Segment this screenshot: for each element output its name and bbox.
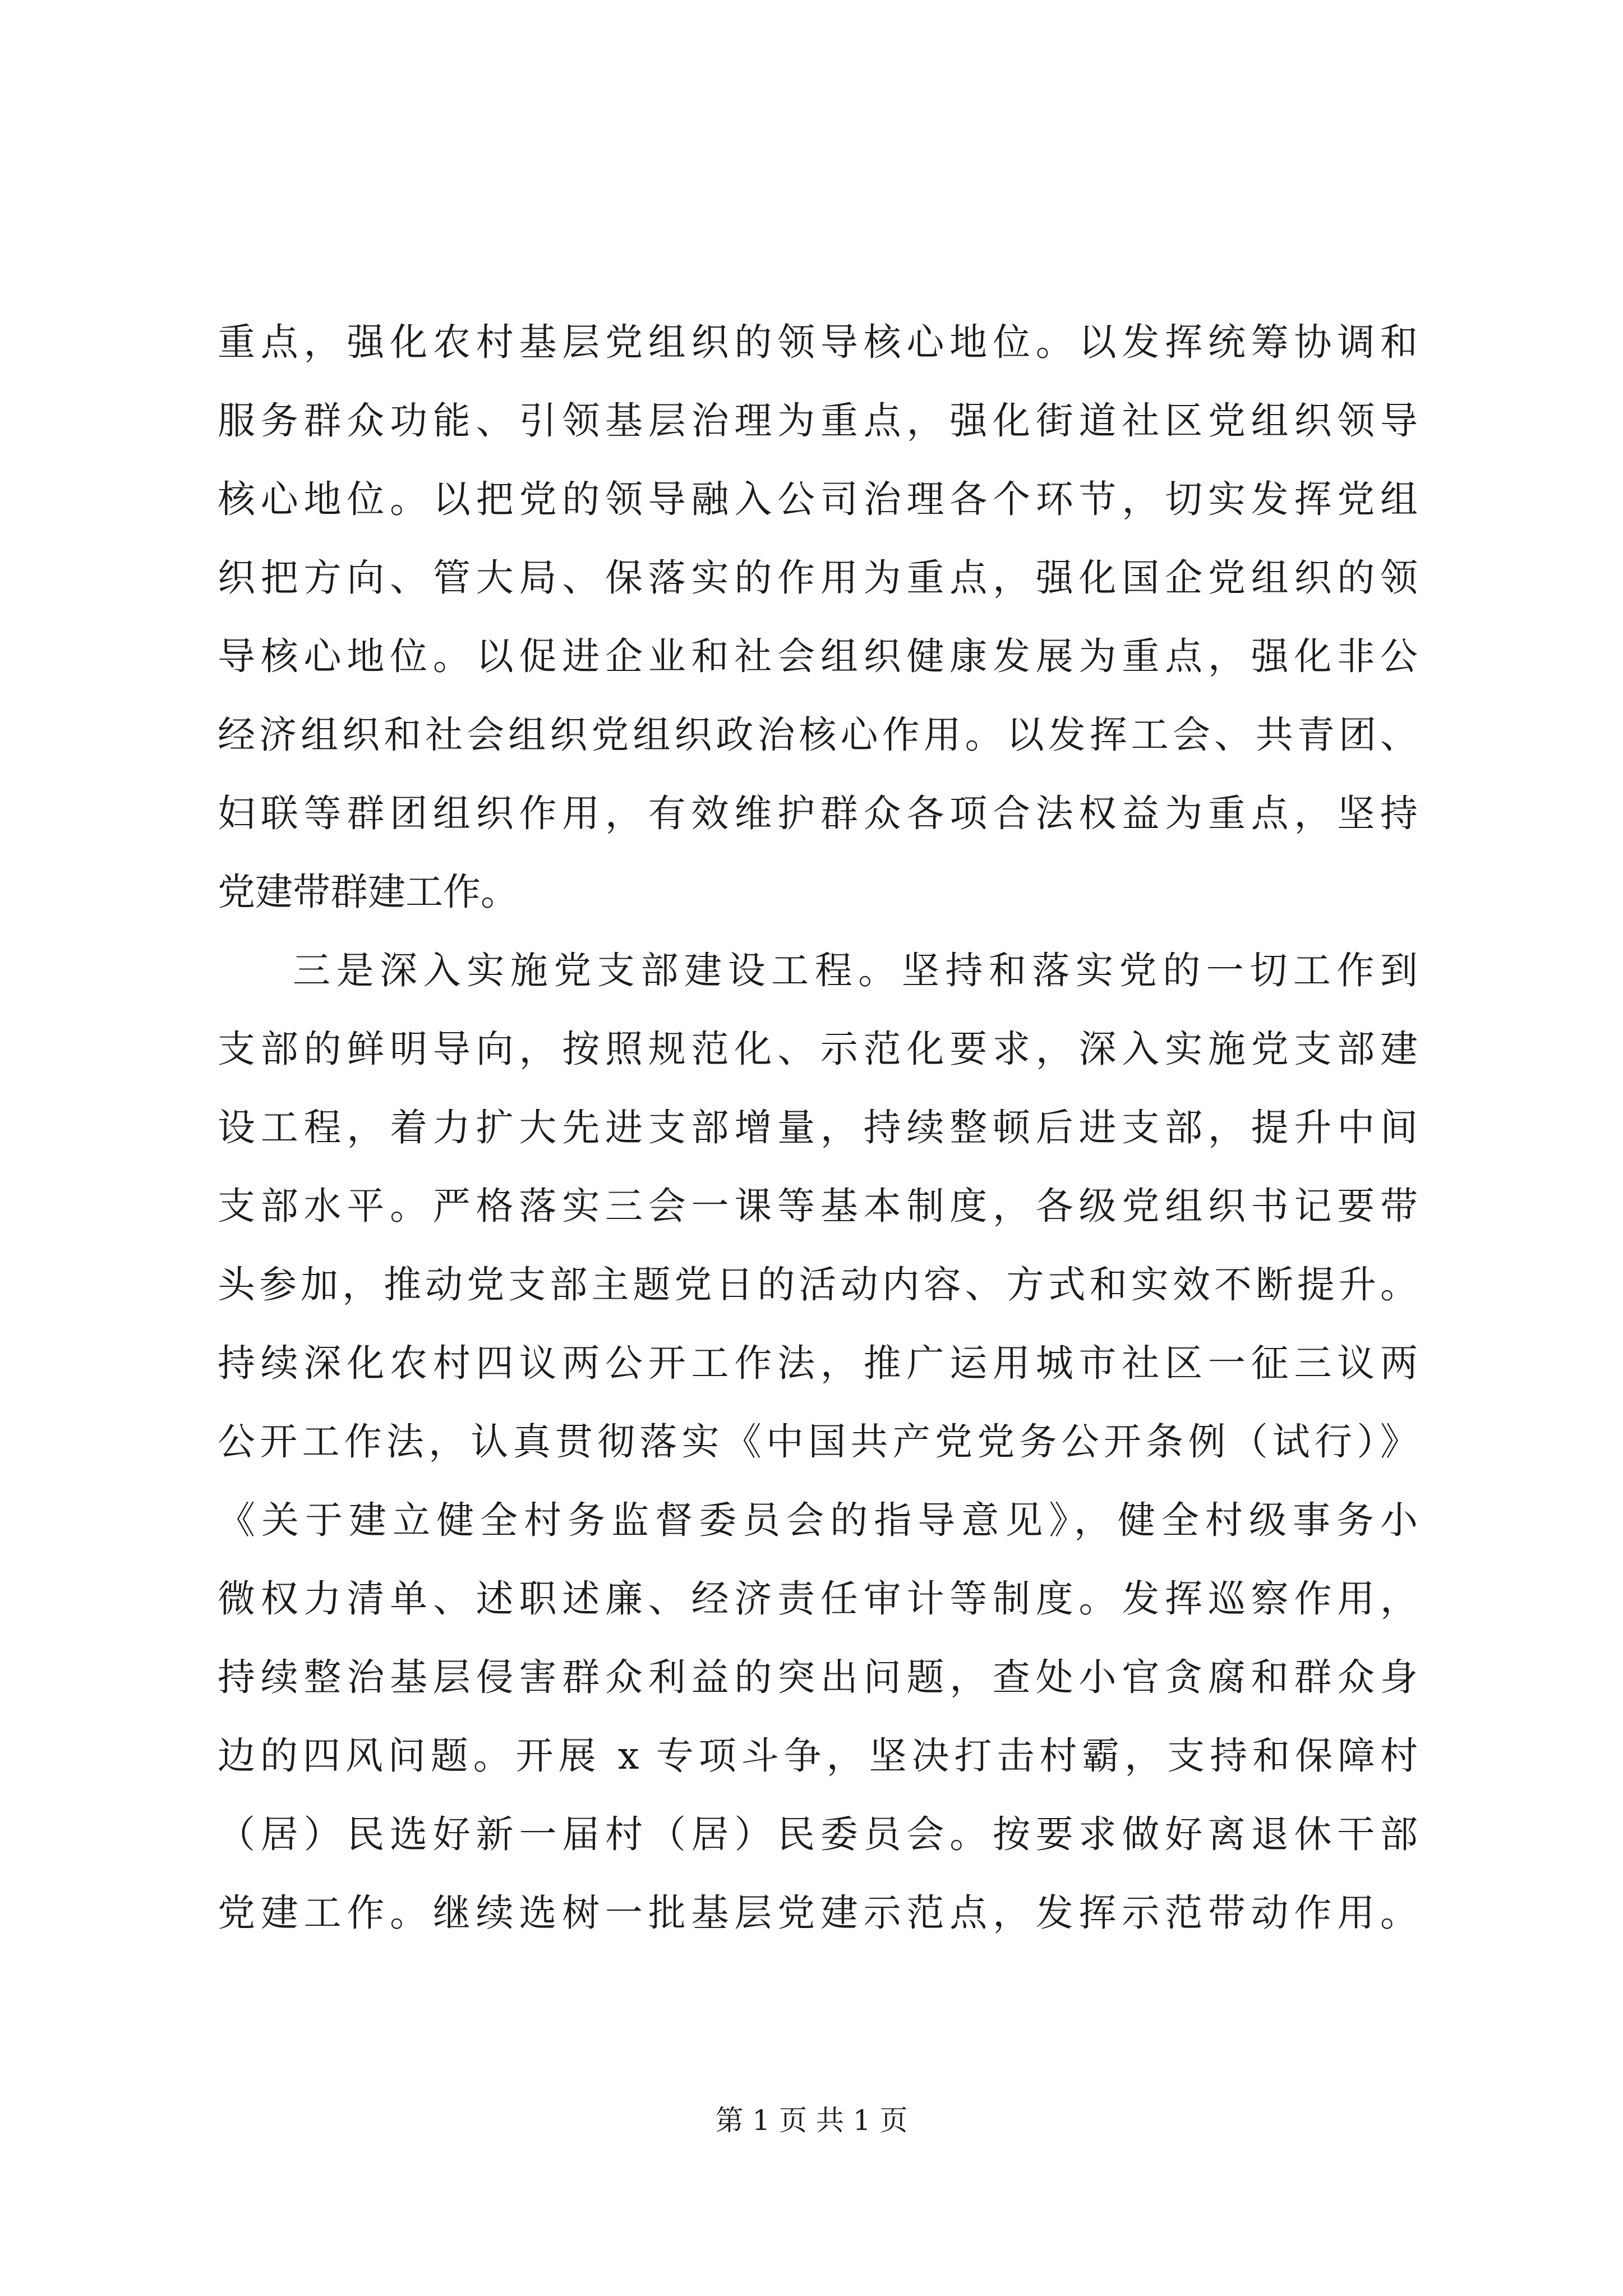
text-line: 妇联等群团组织作用，有效维护群众各项合法权益为重点，坚持 (218, 792, 1418, 835)
document-body (218, 303, 1418, 1952)
text-line: 支部的鲜明导向，按照规范化、示范化要求，深入实施党支部建 (218, 1027, 1418, 1071)
text-line: 设工程，着力扩大先进支部增量，持续整顿后进支部，提升中间 (218, 1106, 1418, 1149)
text-line: 支部水平。严格落实三会一课等基本制度，各级党组织书记要带 (218, 1184, 1418, 1228)
text-line: 《关于建立健全村务监督委员会的指导意见》，健全村级事务小 (218, 1498, 1418, 1542)
text-line: （居）民选好新一届村（居）民委员会。按要求做好离退休干部 (218, 1812, 1418, 1856)
text-line: 持续整治基层侵害群众利益的突出问题，查处小官贪腐和群众身 (218, 1655, 1418, 1699)
text-line: 服务群众功能、引领基层治理为重点，强化街道社区党组织领导 (218, 399, 1418, 443)
paragraph-start-line: 三是深入实施党支部建设工程。坚持和落实党的一切工作到 (293, 949, 1418, 992)
page-number-footer: 第 1 页 共 1 页 (715, 2104, 908, 2137)
text-line: 头参加，推动党支部主题党日的活动内容、方式和实效不断提升。 (218, 1263, 1418, 1306)
text-line: 微权力清单、述职述廉、经济责任审计等制度。发挥巡察作用， (218, 1577, 1418, 1621)
text-line: 党建带群建工作。 (218, 870, 518, 914)
text-line: 经济组织和社会组织党组织政治核心作用。以发挥工会、共青团、 (218, 713, 1418, 757)
text-line: 党建工作。继续选树一批基层党建示范点，发挥示范带动作用。 (218, 1891, 1418, 1935)
text-line: 导核心地位。以促进企业和社会组织健康发展为重点，强化非公 (218, 634, 1418, 678)
text-line: 重点，强化农村基层党组织的领导核心地位。以发挥统筹协调和 (218, 320, 1418, 364)
text-line: 公开工作法，认真贯彻落实《中国共产党党务公开条例（试行）》 (218, 1420, 1418, 1464)
text-line: 持续深化农村四议两公开工作法，推广运用城市社区一征三议两 (218, 1341, 1418, 1385)
text-line: 核心地位。以把党的领导融入公司治理各个环节，切实发挥党组 (218, 477, 1418, 521)
text-line: 织把方向、管大局、保落实的作用为重点，强化国企党组织的领 (218, 556, 1418, 600)
text-line: 边的四风问题。开展 x 专项斗争，坚决打击村霸，支持和保障村 (218, 1734, 1418, 1778)
